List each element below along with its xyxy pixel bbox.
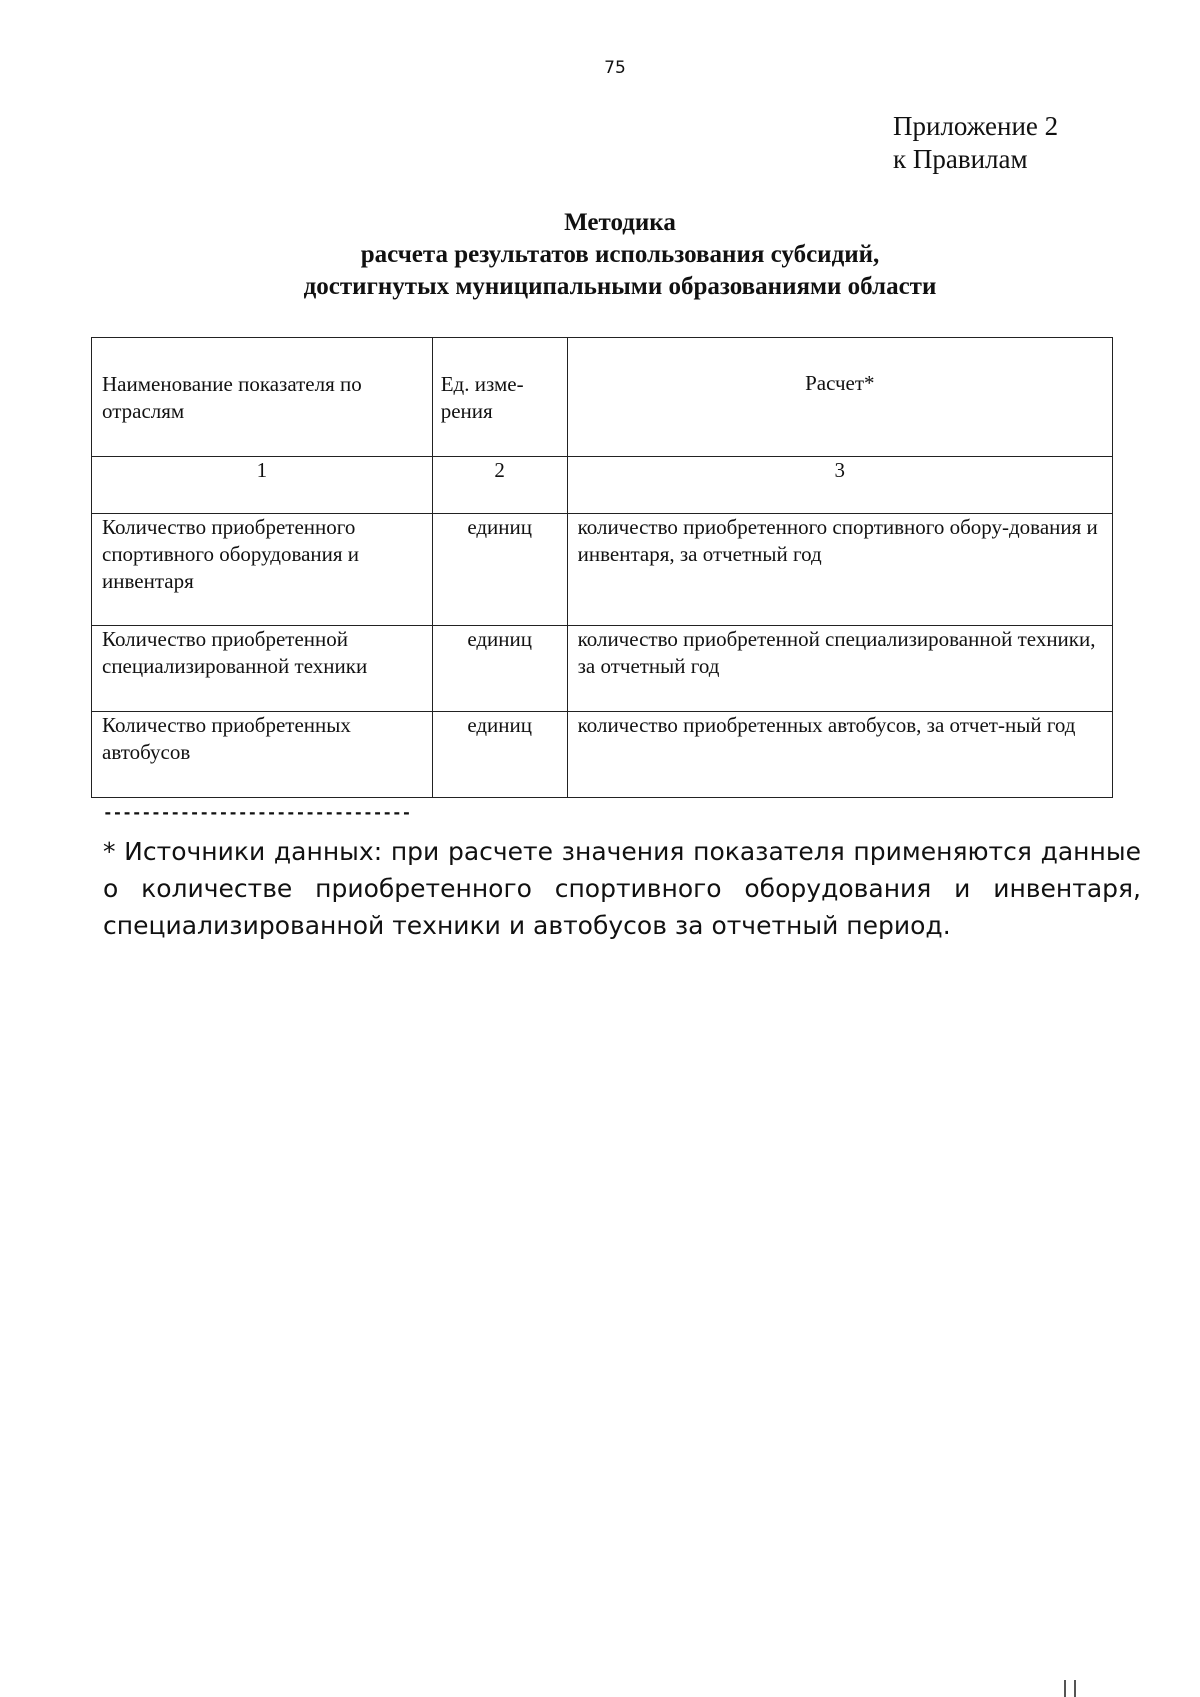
table-row [92, 514, 1113, 626]
appendix-reference [893, 110, 1058, 176]
table-row [92, 712, 1113, 798]
column-number: 2 [432, 457, 567, 514]
calculation-cell: количество приобретенного спортивного обору-дования и инвентаря, за отчетный год [567, 514, 1112, 626]
header-unit: Ед. изме-рения [432, 338, 567, 457]
column-number: 3 [567, 457, 1112, 514]
column-number: 1 [92, 457, 433, 514]
header-calculation: Расчет* [567, 338, 1112, 457]
table-header-row [92, 338, 1113, 457]
title-line-2: расчета результатов использования субсидий, [360, 241, 880, 268]
indicator-name-cell: Количество приобретенных автобусов [92, 712, 433, 798]
calculation-cell: количество приобретенных автобусов, за отчет-ный год [567, 712, 1112, 798]
indicator-name-cell: Количество приобретенного спортивного оборудования и инвентаря [92, 514, 433, 626]
column-number-row [92, 457, 1113, 514]
title-line-3: достигнутых муниципальными образованиями области [303, 273, 937, 300]
appendix-line-1: Приложение 2 [893, 111, 1059, 141]
title-line-1: Методика [564, 209, 676, 236]
document-title [90, 207, 1150, 303]
footnote-separator: -------------------------------- [103, 803, 412, 822]
calculation-cell: количество приобретенной специализированной техники, за отчетный год [567, 626, 1112, 712]
scan-edge-mark [1062, 1680, 1082, 1697]
table-row [92, 626, 1113, 712]
unit-cell: единиц [432, 626, 567, 712]
indicator-name-cell: Количество приобретенной специализированной техники [92, 626, 433, 712]
unit-cell: единиц [432, 514, 567, 626]
footnote-text: * Источники данных: при расчете значения показателя применяются данные о количестве приобретенного спортивного оборудования и инвентаря, специализированной техники и автобусов за отчетный период. [103, 837, 1141, 940]
page-number: 75 [604, 58, 626, 78]
indicators-table [91, 337, 1113, 798]
appendix-line-2: к Правилам [893, 144, 1028, 174]
unit-cell: единиц [432, 712, 567, 798]
header-indicator-name: Наименование показателя по отраслям [92, 338, 433, 457]
